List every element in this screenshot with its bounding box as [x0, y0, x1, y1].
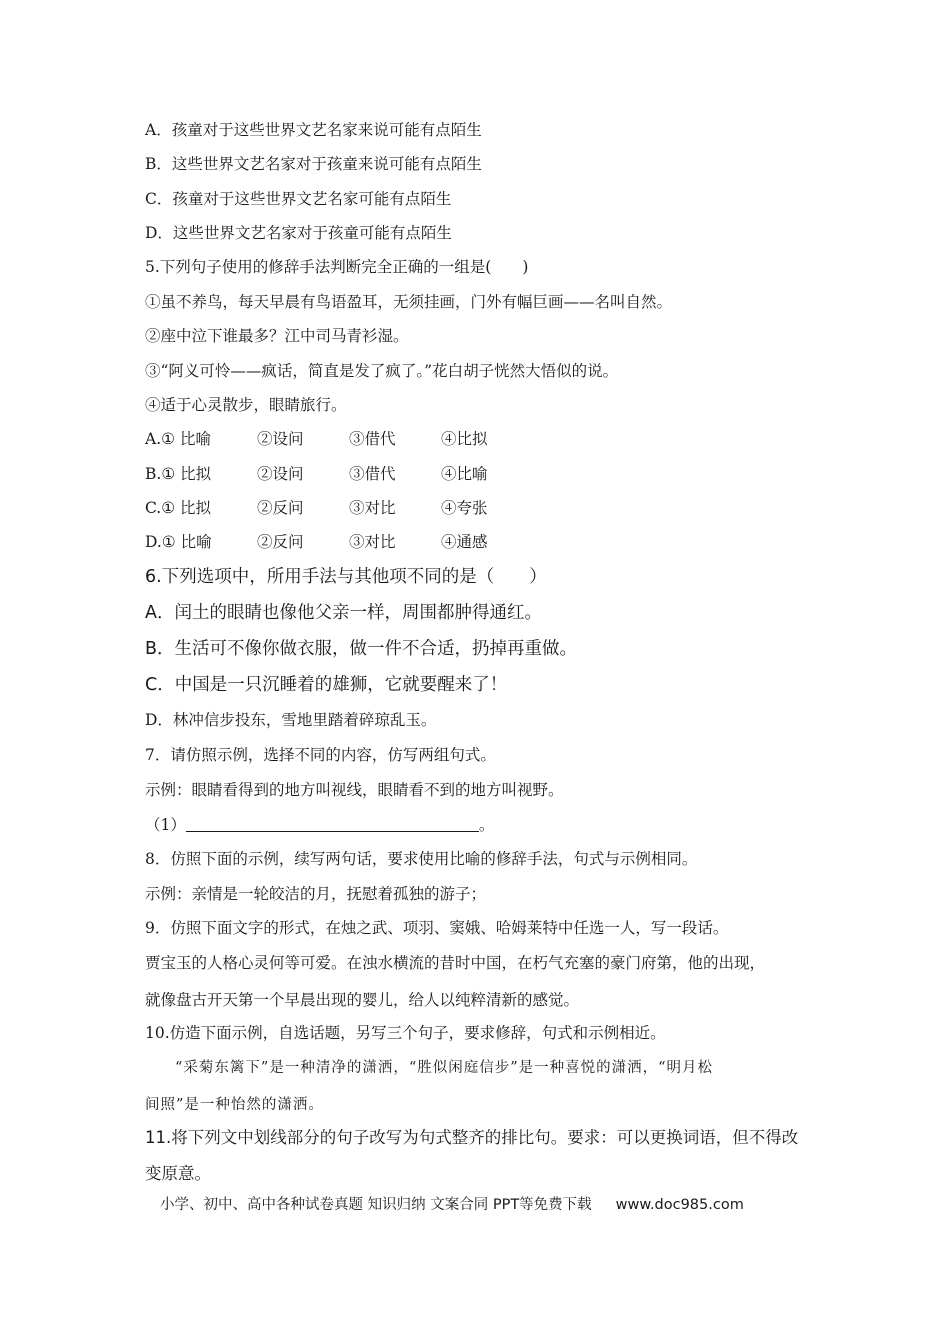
- q6-option-b: B．生活可不像你做衣服，做一件不合适，扔掉再重做。: [145, 639, 578, 659]
- q5-option-b: B.① 比拟 ②设问 ③借代 ④比喻: [145, 465, 488, 483]
- q8-example: 示例：亲情是一轮皎洁的月，抚慰着孤独的游子；: [145, 885, 487, 903]
- q8-stem: 8．仿照下面的示例，续写两句话，要求使用比喻的修辞手法，句式与示例相同。: [145, 850, 698, 868]
- q5-option-d: D.① 比喻 ②反问 ③对比 ④通感: [145, 533, 488, 551]
- q4-option-d: D．这些世界文艺名家对于孩童可能有点陌生: [145, 224, 452, 242]
- q5-item-3: ③“阿义可怜——疯话，简直是发了疯了。”花白胡子恍然大悟似的说。: [145, 362, 619, 380]
- q4-option-a: A．孩童对于这些世界文艺名家来说可能有点陌生: [145, 121, 482, 139]
- q9-text-line-2: 就像盘古开天第一个早晨出现的婴儿，给人以纯粹清新的感觉。: [145, 991, 580, 1009]
- q5-stem: 5.下列句子使用的修辞手法判断完全正确的一组是( ): [145, 258, 529, 276]
- q6-option-d: D．林冲信步投东，雪地里踏着碎琼乱玉。: [145, 711, 437, 729]
- q6-stem: 6.下列选项中，所用手法与其他项不同的是（ ）: [145, 567, 547, 587]
- q7-example: 示例：眼睛看得到的地方叫视线，眼睛看不到的地方叫视野。: [145, 781, 564, 799]
- q5-item-4: ④适于心灵散步，眼睛旅行。: [145, 396, 347, 414]
- q7-blank-label: （1）: [145, 816, 186, 834]
- q11-stem-line-1: 11.将下列文中划线部分的句子改写为句式整齐的排比句。要求：可以更换词语，但不得改: [145, 1128, 799, 1147]
- q10-text-line-2: 间照”是一种怡然的潇洒。: [145, 1097, 324, 1113]
- q4-option-c: C．孩童对于这些世界文艺名家可能有点陌生: [145, 190, 452, 208]
- q11-stem-line-2: 变原意。: [145, 1164, 211, 1183]
- q7-answer-blank[interactable]: [186, 816, 479, 832]
- q9-stem: 9．仿照下面文字的形式，在烛之武、项羽、窦娥、哈姆莱特中任选一人，写一段话。: [145, 919, 729, 937]
- q10-stem: 10.仿造下面示例，自选话题，另写三个句子，要求修辞，句式和示例相近。: [145, 1024, 666, 1042]
- q6-option-c: C．中国是一只沉睡着的雄狮，它就要醒来了！: [145, 675, 508, 695]
- q5-item-2: ②座中泣下谁最多？江中司马青衫湿。: [145, 327, 409, 345]
- q5-option-c: C.① 比拟 ②反问 ③对比 ④夸张: [145, 499, 488, 517]
- q9-text-line-1: 贾宝玉的人格心灵何等可爱。在浊水横流的昔时中国，在朽气充塞的豪门府第，他的出现，: [145, 954, 766, 972]
- q7-blank-end: 。: [478, 816, 495, 834]
- footer-text: 小学、初中、高中各种试卷真题 知识归纳 文案合同 PPT等免费下载: [160, 1197, 592, 1213]
- q6-option-a: A．闰土的眼睛也像他父亲一样，周围都肿得通红。: [145, 603, 542, 623]
- footer-url[interactable]: www.doc985.com: [615, 1197, 744, 1213]
- q10-text-line-1: “采菊东篱下”是一种清净的潇洒，“胜似闲庭信步”是一种喜悦的潇洒，“明月松: [175, 1060, 714, 1076]
- q5-option-a: A.① 比喻 ②设问 ③借代 ④比拟: [145, 430, 488, 448]
- q7-answer-line: [145, 815, 494, 835]
- footer: [160, 1193, 744, 1214]
- q7-stem: 7．请仿照示例，选择不同的内容，仿写两组句式。: [145, 746, 496, 764]
- q4-option-b: B．这些世界文艺名家对于孩童来说可能有点陌生: [145, 155, 482, 173]
- q5-item-1: ①虽不养鸟，每天早晨有鸟语盈耳，无须挂画，门外有幅巨画——名叫自然。: [145, 293, 673, 311]
